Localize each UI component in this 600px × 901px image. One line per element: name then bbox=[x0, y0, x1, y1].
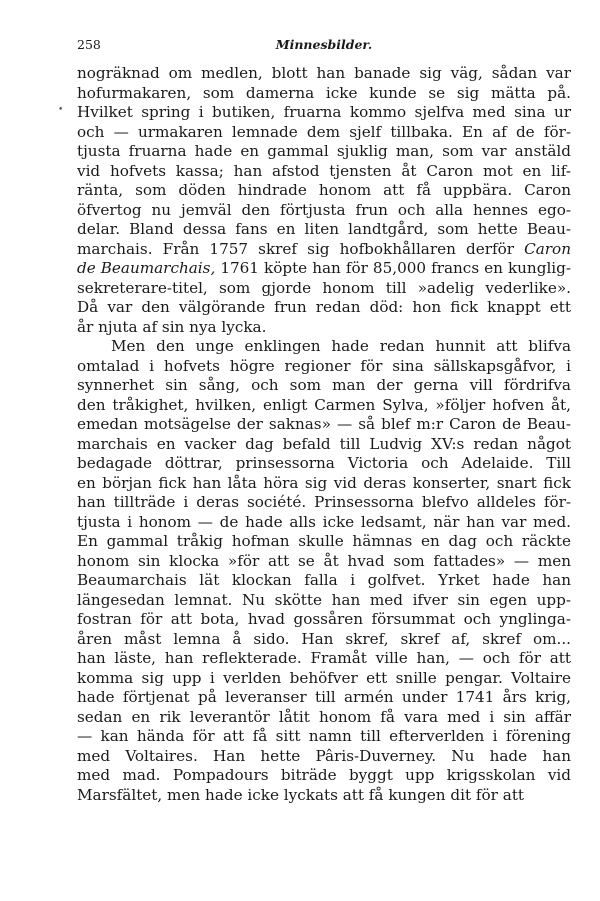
line-text: han läste, han reflekterade. Framåt ville han, — och för att bbox=[77, 649, 571, 667]
line-text: fostran för att bota, hvad gossåren försummat och ynglinga- bbox=[77, 610, 571, 628]
text-line bbox=[77, 571, 571, 591]
line-text: han tillträde i deras société. Prinsessorna blefvo alldeles för- bbox=[77, 493, 571, 511]
text-line bbox=[77, 766, 571, 786]
italic-text: Caron bbox=[524, 239, 571, 258]
text-line bbox=[77, 415, 571, 435]
line-text: bedagade döttrar, prinsessorna Victoria och Adelaide. Till bbox=[77, 454, 571, 472]
text-line bbox=[77, 318, 571, 338]
text-line bbox=[77, 532, 571, 552]
line-text: honom sin klocka »för att se åt hvad som fattades» — men bbox=[77, 551, 571, 570]
paragraph bbox=[77, 337, 571, 805]
text-line bbox=[77, 220, 571, 240]
text-line bbox=[77, 610, 571, 630]
line-text: längesedan lemnat. Nu skötte han med ifver sin egen upp- bbox=[77, 590, 571, 609]
body-text bbox=[77, 64, 571, 805]
line-text: åren måst lemna å sido. Han skref, skref af, skref om... bbox=[77, 629, 571, 648]
text-line bbox=[77, 259, 571, 279]
text-line bbox=[77, 688, 571, 708]
line-text: Men den unge enklingen hade redan hunnit att blifva bbox=[111, 337, 571, 355]
text-line bbox=[77, 493, 571, 513]
text-line bbox=[77, 552, 571, 572]
line-text: vid hofvets kassa; han afstod tjensten åt Caron mot en lif- bbox=[77, 161, 571, 180]
line-text: ränta, som döden hindrade honom att få uppbära. Caron bbox=[77, 181, 571, 199]
text-line bbox=[77, 396, 571, 416]
paragraph bbox=[77, 64, 571, 337]
text-line bbox=[77, 454, 571, 474]
line-text: hofurmakaren, som damerna icke kunde se sig mätta på. bbox=[77, 83, 571, 102]
line-text: marchais en vacker dag befald till Ludvig XV:s redan något bbox=[77, 434, 571, 453]
text-line bbox=[77, 669, 571, 689]
text-line bbox=[77, 786, 571, 806]
text-line bbox=[77, 240, 571, 260]
text-line bbox=[77, 279, 571, 299]
line-text: Marsfältet, men hade icke lyckats att få kungen dit för att bbox=[77, 785, 525, 804]
text-line bbox=[77, 435, 571, 455]
line-text: emedan motsägelse der saknas» — så blef m:r Caron de Beau- bbox=[77, 415, 571, 433]
text-line bbox=[77, 162, 571, 182]
text-line bbox=[77, 591, 571, 611]
line-text: marchais. Från 1757 skref sig hofbokhållaren derför bbox=[77, 239, 525, 258]
line-text: sekreterare-titel, som gjorde honom till »adelig vederlike». bbox=[77, 278, 571, 297]
line-text: år njuta af sin nya lycka. bbox=[77, 317, 267, 336]
line-text: En gammal tråkig hofman skulle hämnas en dag och räckte bbox=[77, 532, 571, 550]
italic-text: de Beaumarchais, bbox=[77, 259, 216, 277]
text-line bbox=[77, 142, 571, 162]
line-text: öfvertog nu jemväl den förtjusta frun och alla hennes ego- bbox=[77, 200, 571, 219]
page-header bbox=[77, 36, 571, 54]
line-text: med mad. Pompadours biträde byggt upp krigsskolan vid bbox=[77, 766, 571, 784]
line-text: tjusta i honom — de hade alls icke ledsamt, när han var med. bbox=[77, 512, 571, 531]
text-line bbox=[77, 747, 571, 767]
page-number: 258 bbox=[77, 37, 101, 52]
text-line bbox=[77, 123, 571, 143]
line-text: en början fick han låta höra sig vid deras konserter, snart fick bbox=[77, 473, 571, 492]
text-line bbox=[77, 181, 571, 201]
line-text: omtalad i hofvets högre regioner för sina sällskapsgåfvor, i bbox=[77, 356, 571, 375]
text-line bbox=[77, 708, 571, 728]
line-text: Hvilket spring i butiken, fruarna kommo sjelfva med sina ur bbox=[77, 103, 571, 121]
line-text: den tråkighet, hvilken, enligt Carmen Sylva, »följer hofven åt, bbox=[77, 395, 571, 414]
line-text: sedan en rik leverantör låtit honom få vara med i sin affär bbox=[77, 707, 571, 726]
line-text: med Voltaires. Han hette Pâris-Duverney. Nu hade han bbox=[77, 746, 571, 765]
text-line bbox=[77, 337, 571, 357]
line-text: 1761 köpte han för 85,000 francs en kunglig- bbox=[215, 259, 572, 277]
text-line bbox=[77, 727, 571, 747]
line-text: delar. Bland dessa fans en liten landtgård, som hette Beau- bbox=[77, 220, 571, 238]
text-line bbox=[77, 474, 571, 494]
line-text: — kan hända för att få sitt namn till efterverlden i förening bbox=[77, 727, 571, 745]
text-line bbox=[77, 201, 571, 221]
line-text: hade förtjenat på leveranser till armén under 1741 års krig, bbox=[77, 688, 571, 706]
text-line bbox=[77, 84, 571, 104]
line-text: komma sig upp i verlden behöfver ett snille pengar. Voltaire bbox=[77, 668, 571, 687]
text-line bbox=[77, 630, 571, 650]
text-line bbox=[77, 357, 571, 377]
text-line bbox=[77, 103, 571, 123]
line-text: Beaumarchais lät klockan falla i golfvet. Yrket hade han bbox=[77, 571, 571, 589]
text-line bbox=[77, 513, 571, 533]
line-text: synnerhet sin sång, och som man der gerna vill fördrifva bbox=[77, 376, 571, 394]
text-line bbox=[77, 376, 571, 396]
margin-mark: • bbox=[58, 105, 64, 115]
line-text: nogräknad om medlen, blott han banade sig väg, sådan var bbox=[77, 64, 571, 82]
text-line bbox=[77, 298, 571, 318]
line-text: tjusta fruarna hade en gammal sjuklig man, som var anstäld bbox=[77, 142, 571, 160]
text-line bbox=[77, 64, 571, 84]
running-title: Minnesbilder. bbox=[275, 37, 373, 52]
line-text: Då var den välgörande frun redan död: hon fick knappt ett bbox=[77, 298, 571, 316]
line-text: och — urmakaren lemnade dem sjelf tillbaka. En af de för- bbox=[77, 122, 571, 141]
text-line bbox=[77, 649, 571, 669]
